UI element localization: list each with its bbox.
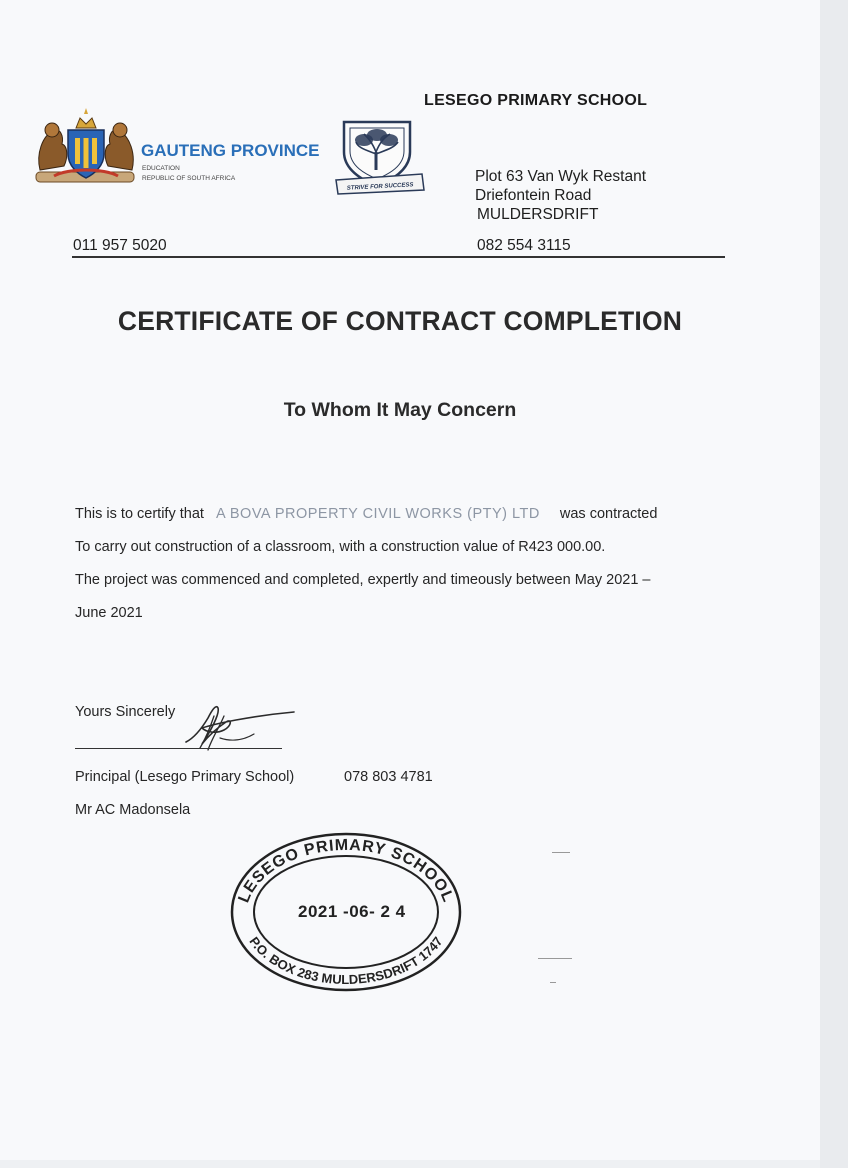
body-line-1 xyxy=(75,506,657,522)
stamp-bottom-text: P.O. BOX 283 MULDERSDRIFT 1747 xyxy=(246,933,446,988)
scan-speck xyxy=(538,958,572,959)
sign-off: Yours Sincerely xyxy=(75,704,176,720)
phone-right: 082 554 3115 xyxy=(477,237,571,254)
address-line-1: Plot 63 Van Wyk Restant xyxy=(475,168,647,185)
address-line-3: MULDERSDRIFT xyxy=(477,206,599,223)
gauteng-department-label: EDUCATION xyxy=(142,165,180,172)
signature-line xyxy=(75,748,282,749)
header-divider xyxy=(72,256,725,258)
gauteng-country-label: REPUBLIC OF SOUTH AFRICA xyxy=(142,175,236,182)
stamp-top-text: LESEGO PRIMARY SCHOOL xyxy=(235,836,457,906)
salutation: To Whom It May Concern xyxy=(283,399,517,421)
principal-role: Principal (Lesego Primary School) xyxy=(75,769,295,785)
coat-of-arms-logo xyxy=(34,106,138,188)
school-badge-logo xyxy=(334,118,426,198)
company-name: A BOVA PROPERTY CIVIL WORKS (PTY) LTD xyxy=(215,506,540,522)
scan-edge xyxy=(820,0,848,1168)
badge-motto: STRIVE FOR SUCCESS xyxy=(346,182,414,192)
address-line-2: Driefontein Road xyxy=(475,187,592,204)
gauteng-province-label: GAUTENG PROVINCE xyxy=(141,141,320,160)
body-line-2: To carry out construction of a classroom, with a construction value of R423 000.00. xyxy=(75,539,606,555)
document-title: CERTIFICATE OF CONTRACT COMPLETION xyxy=(117,306,683,336)
school-name: LESEGO PRIMARY SCHOOL xyxy=(424,92,648,109)
scan-speck xyxy=(552,852,570,853)
scan-speck xyxy=(550,982,556,983)
body-line-3: The project was commenced and completed, expertly and timeously between May 2021 – xyxy=(75,572,651,588)
body-line-4: June 2021 xyxy=(75,605,143,621)
principal-name: Mr AC Madonsela xyxy=(75,802,191,818)
handwritten-signature xyxy=(180,698,300,754)
certify-suffix: was contracted xyxy=(559,506,658,522)
principal-phone: 078 803 4781 xyxy=(344,769,433,785)
certify-prefix: This is to certify that xyxy=(75,506,204,522)
phone-left: 011 957 5020 xyxy=(73,237,167,254)
stamp-date: 2021 -06- 2 4 xyxy=(298,902,406,921)
